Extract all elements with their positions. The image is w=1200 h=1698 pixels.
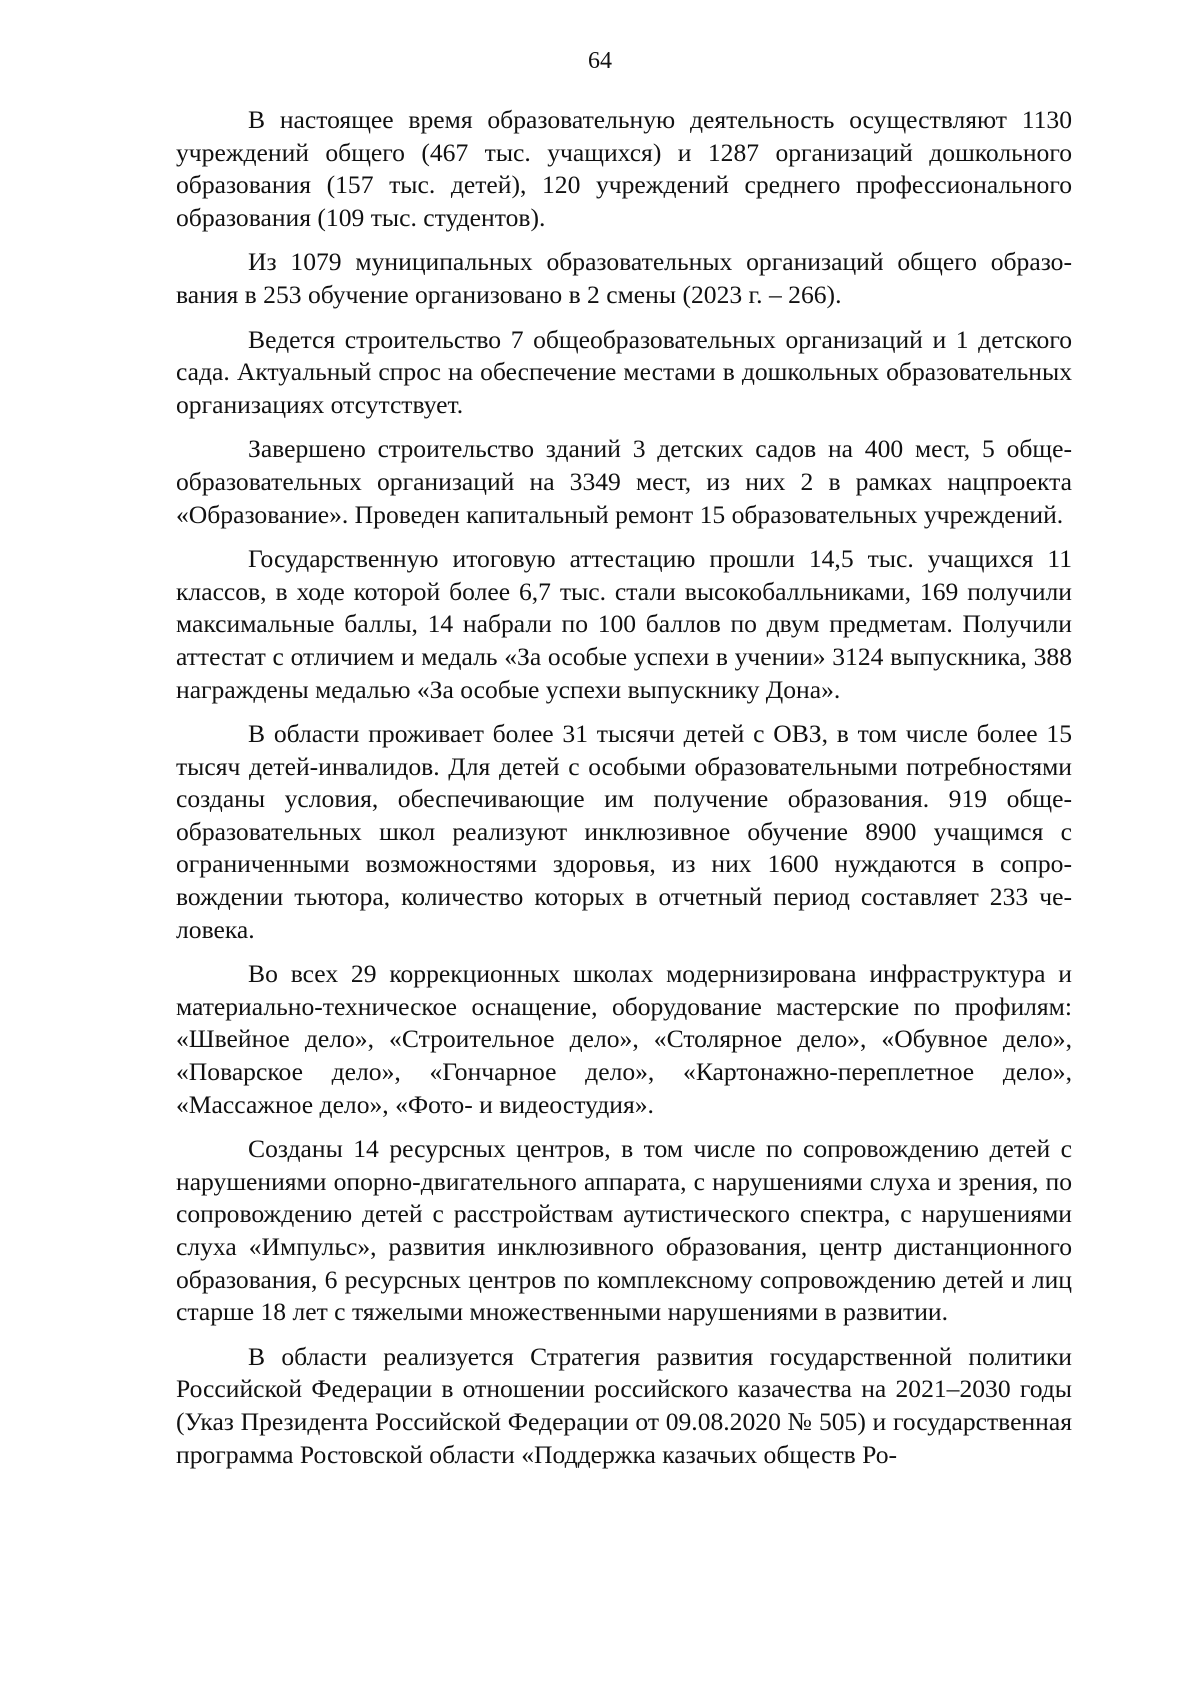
paragraph-final-attestation: Государственную итоговую аттестацию прошли 14,5 тыс. учащихся 11 классов, в ходе которой более 6,7 тыс. стали высокобалльниками, 169 получили максимальные баллы, 14 набрали по 100 баллов по двум предметам. Получили аттестат с отличием и медаль «За особые успехи в учении» 3124 выпускника, 388 награждены медалью «За особые успехи выпускнику Дона». (176, 544, 1072, 704)
paragraph-school-shifts: Из 1079 муниципальных образовательных организаций общего образования в 253 обучение организовано в 2 смены (2023 г. – 266). (176, 247, 1072, 309)
document-body (176, 104, 1072, 1483)
paragraph-construction: Ведется строительство 7 общеобразовательных организаций и 1 детского сада. Актуальный спрос на обеспечение местами в дошкольных образовательных организациях отсутствует. (176, 324, 1072, 419)
paragraph-completed-buildings: Завершено строительство зданий 3 детских садов на 400 мест, 5 общеобразовательных организаций на 3349 мест, из них 2 в рамках нацпроекта «Образование». Проведен капитальный ремонт 15 образовательных учреждений. (176, 434, 1072, 529)
paragraph-cossack-strategy: В области реализуется Стратегия развития государственной политики Российской Федерации в отношении российского казачества на 2021–2030 годы (Указ Президента Российской Федерации от 09.08.2020 № 505) и государственная программа Ростовской области «Поддержка казачьих обществ Ро- (176, 1341, 1072, 1469)
paragraph-correctional-schools: Во всех 29 коррекционных школах модернизирована инфраструктура и материально-техническое оснащение, оборудование мастерские по профилям: «Швейное дело», «Строительное дело», «Столярное дело», «Обувное дело», «Поварское дело», «Гончарное дело», «Картонажно-переплетное дело», «Массажное дело», «Фото- и видеостудия». (176, 959, 1072, 1119)
page-number: 64 (588, 48, 612, 74)
paragraph-special-needs: В области проживает более 31 тысячи детей с ОВЗ, в том числе более 15 тысяч детей-инвалидов. Для детей с особыми образовательными потребностями созданы условия, обеспечивающие им получение образования. 919 общеобразовательных школ реализуют инклюзивное обучение 8900 учащимся с ограниченными возможностями здоровья, из них 1600 нуждаются в сопровождении тьютора, количество которых в отчетный период составляет 233 человека. (176, 719, 1072, 944)
paragraph-education-institutions: В настоящее время образовательную деятельность осуществляют 1130 учреждений общего (467 тыс. учащихся) и 1287 организаций дошкольного образования (157 тыс. детей), 120 учреждений среднего профессионального образования (109 тыс. студентов). (176, 105, 1072, 232)
paragraph-resource-centers: Созданы 14 ресурсных центров, в том числе по сопровождению детей с нарушениями опорно-двигательного аппарата, с нарушениями слуха и зрения, по сопровождению детей с расстройствам аутистического спектра, с нарушениями слуха «Импульс», развития инклюзивного образования, центр дистанционного образования, 6 ресурсных центров по комплексному сопровождению детей и лиц старше 18 лет с тяжелыми множественными нарушениями в развитии. (176, 1134, 1072, 1327)
